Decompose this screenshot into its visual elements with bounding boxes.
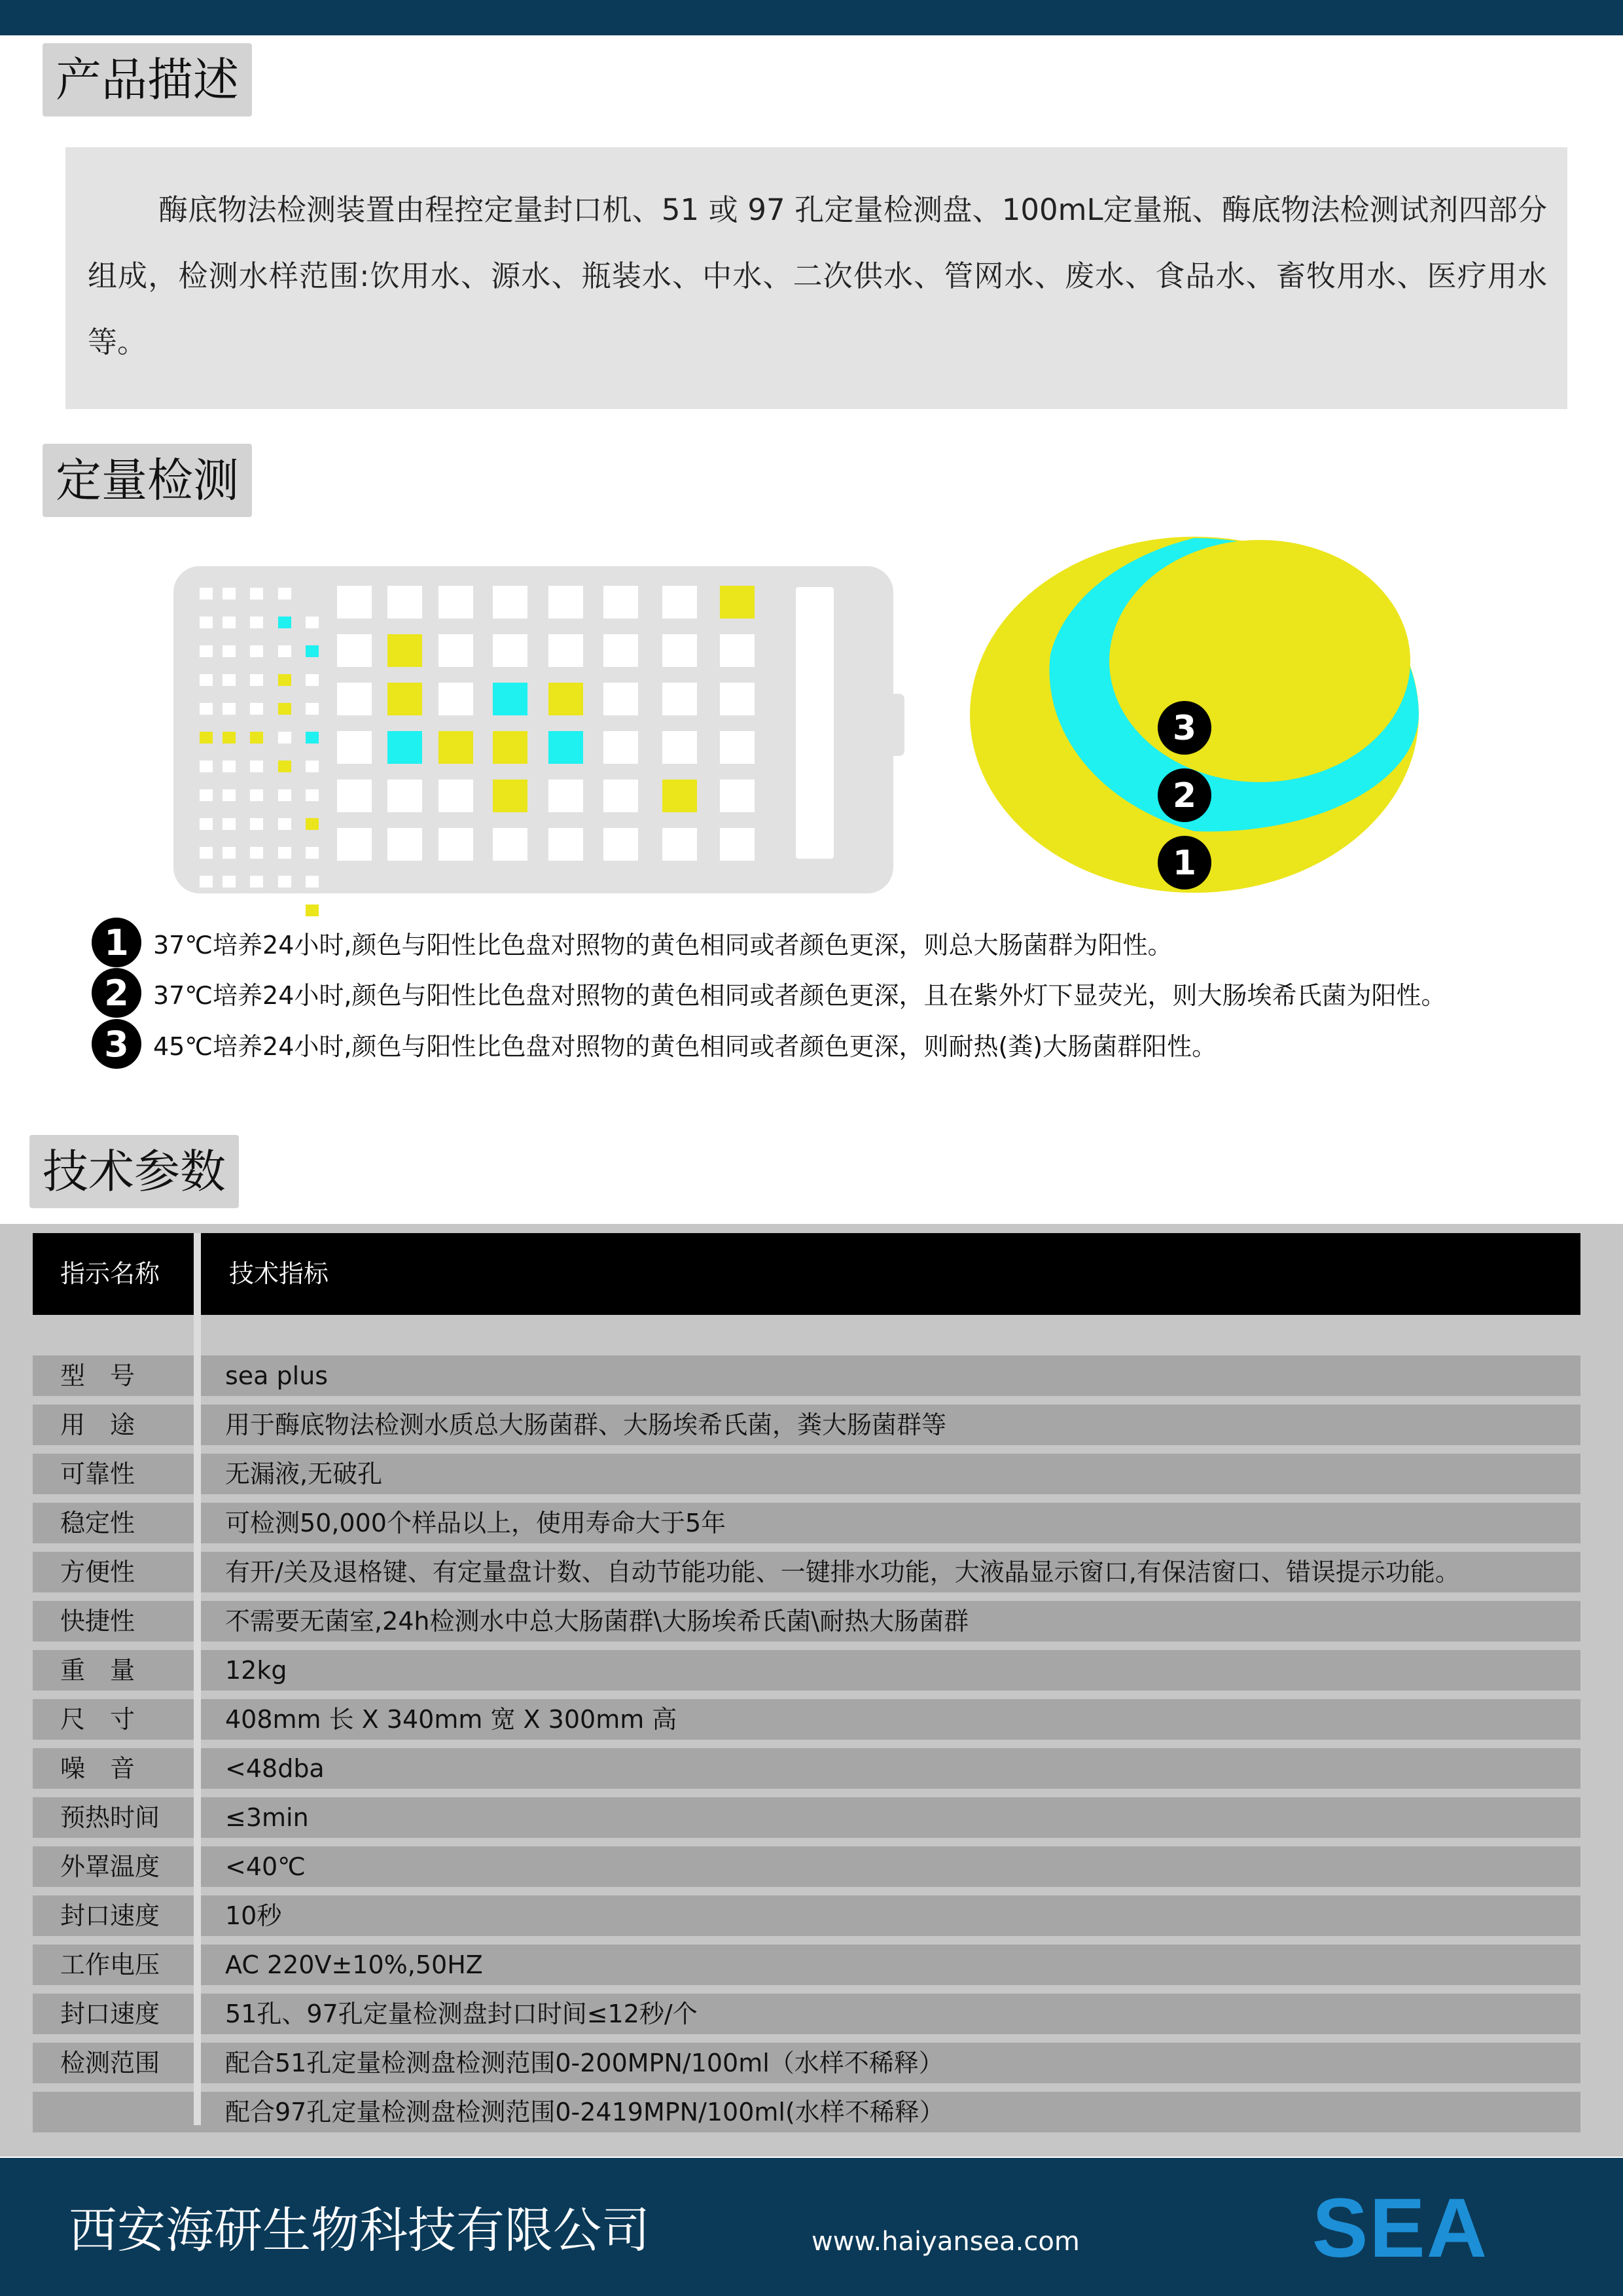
tray-well: [493, 828, 527, 861]
tray-well: [200, 588, 213, 600]
tray-well: [438, 780, 473, 812]
tray-well: [493, 780, 527, 812]
tray-well: [200, 847, 213, 859]
tray-well: [662, 634, 697, 667]
table-header: [33, 1233, 1580, 1315]
tray-well: [306, 674, 319, 686]
quanti-tray-illustration: [173, 566, 893, 893]
tray-well: [278, 645, 291, 657]
tray-well: [720, 780, 755, 812]
row-value: 408mm 长 X 340mm 宽 X 300mm 高: [225, 1705, 677, 1734]
tray-well: [548, 586, 583, 619]
tray-well: [278, 674, 291, 686]
section-title-description: 产品描述: [43, 43, 252, 117]
tray-well: [306, 703, 319, 715]
disc-label-3: 3: [1172, 709, 1197, 748]
tray-well: [223, 588, 236, 600]
tray-well: [438, 586, 473, 619]
tray-well: [337, 828, 372, 861]
tray-well: [603, 634, 638, 667]
row-label: 可靠性: [60, 1460, 135, 1488]
tray-well: [278, 761, 291, 772]
row-value: <48dba: [225, 1754, 325, 1783]
table-row: [33, 1797, 1580, 1838]
tray-well: [223, 732, 236, 744]
tray-well: [223, 645, 236, 657]
table-row: [33, 1503, 1580, 1543]
tray-well: [603, 828, 638, 861]
row-value: 用于酶底物法检测水质总大肠菌群、大肠埃希氏菌，粪大肠菌群等: [225, 1410, 947, 1439]
row-value: 51孔、97孔定量检测盘封口时间≤12秒/个: [225, 2000, 698, 2028]
legend-text-2: 37℃培养24小时,颜色与阳性比色盘对照物的黄色相同或者颜色更深，且在紫外灯下显荧光，则大肠埃希氏菌为阳性。: [153, 980, 1446, 1010]
tray-well: [250, 645, 263, 657]
table-row: [33, 1994, 1580, 2034]
table-row: [33, 1945, 1580, 1985]
tray-well: [250, 905, 263, 916]
tray-well: [548, 683, 583, 715]
tray-well: [662, 780, 697, 812]
tray-well: [493, 731, 527, 764]
tray-well: [250, 674, 263, 686]
tray-well: [278, 847, 291, 859]
number-1-icon: 1: [92, 918, 141, 967]
tray-well: [603, 586, 638, 619]
table-row: [33, 2043, 1580, 2083]
tray-well: [306, 905, 319, 916]
tray-well: [387, 586, 422, 619]
tray-tab: [891, 694, 904, 756]
table-row: [33, 1650, 1580, 1691]
row-label: 尺 寸: [60, 1705, 135, 1734]
tray-well: [337, 683, 372, 715]
table-row: [33, 1552, 1580, 1592]
tray-well: [337, 731, 372, 764]
tray-well: [250, 761, 263, 772]
company-name: 西安海研生物科技有限公司: [69, 2202, 650, 2259]
row-value: 10秒: [225, 1901, 282, 1930]
table-row: [33, 1355, 1580, 1396]
tray-well: [662, 683, 697, 715]
tray-well: [548, 780, 583, 812]
tray-well: [250, 818, 263, 830]
tray-well: [223, 789, 236, 801]
tray-well: [278, 905, 291, 916]
row-value: sea plus: [225, 1361, 329, 1390]
tray-well: [387, 731, 422, 764]
row-label: 封口速度: [60, 1901, 160, 1930]
tray-well: [306, 876, 319, 888]
row-label: 型 号: [60, 1361, 135, 1390]
tray-well: [278, 703, 291, 715]
tray-well: [387, 634, 422, 667]
tray-well: [278, 732, 291, 744]
tray-well: [200, 703, 213, 715]
disc-label-2: 2: [1172, 776, 1197, 816]
tray-well: [278, 617, 291, 628]
tray-well: [306, 732, 319, 744]
tray-well: [306, 645, 319, 657]
row-value: <40℃: [225, 1852, 306, 1881]
tray-well: [720, 683, 755, 715]
tray-well: [200, 789, 213, 801]
tray-well: [200, 876, 213, 888]
row-label: 用 途: [60, 1410, 135, 1439]
table-row: [33, 1601, 1580, 1641]
header-spec: 技术指标: [229, 1259, 329, 1288]
tray-well: [250, 732, 263, 744]
tray-well: [662, 731, 697, 764]
row-label: 预热时间: [60, 1803, 160, 1832]
column-divider: [194, 1233, 201, 2125]
row-label: 稳定性: [60, 1509, 135, 1537]
tray-well: [223, 617, 236, 628]
row-label: 噪 音: [60, 1754, 135, 1783]
tray-well: [337, 780, 372, 812]
tray-well: [662, 828, 697, 861]
sea-logo: SEA: [1312, 2181, 1489, 2275]
tray-well: [493, 586, 527, 619]
row-value: 有开/关及退格键、有定量盘计数、自动节能功能、一键排水功能，大液晶显示窗口,有保洁窗口、错误提示功能。: [225, 1558, 1460, 1587]
tray-well: [306, 818, 319, 830]
tray-well: [603, 683, 638, 715]
tray-well: [223, 703, 236, 715]
tray-well: [662, 586, 697, 619]
top-banner: [0, 0, 1623, 35]
tray-well: [250, 617, 263, 628]
tray-well: [720, 634, 755, 667]
tray-well: [200, 674, 213, 686]
disc-inner-yellow: [1109, 540, 1410, 782]
tray-well: [387, 780, 422, 812]
table-row: [33, 1748, 1580, 1789]
tray-well: [387, 828, 422, 861]
tray-well: [200, 905, 213, 916]
section-title-quant: 定量检测: [43, 444, 252, 517]
tray-well: [720, 828, 755, 861]
legend-text-3: 45℃培养24小时,颜色与阳性比色盘对照物的黄色相同或者颜色更深，则耐热(粪)大肠菌群阳性。: [153, 1031, 1217, 1061]
tray-well: [548, 634, 583, 667]
row-label: 检测范围: [60, 2049, 160, 2077]
row-value: 无漏液,无破孔: [225, 1460, 383, 1488]
table-row: [33, 1846, 1580, 1887]
tray-well: [200, 732, 213, 744]
tray-well: [223, 905, 236, 916]
tray-well: [200, 617, 213, 628]
legend-item-3: [92, 1019, 1217, 1069]
tray-well: [200, 645, 213, 657]
tray-well: [223, 847, 236, 859]
tray-well: [493, 634, 527, 667]
row-label: 封口速度: [60, 2000, 160, 2028]
tray-well: [223, 674, 236, 686]
tray-well: [223, 761, 236, 772]
tray-well: [278, 789, 291, 801]
tray-well: [278, 818, 291, 830]
tray-well: [200, 818, 213, 830]
disc-label-1: 1: [1172, 844, 1197, 883]
tray-well: [548, 731, 583, 764]
tray-well: [603, 731, 638, 764]
number-2-icon: 2: [92, 968, 141, 1018]
tray-well: [278, 876, 291, 888]
section-title-params: 技术参数: [29, 1135, 239, 1208]
tray-well: [306, 617, 319, 628]
table-row: [33, 1405, 1580, 1445]
disc-illustration: [969, 530, 1427, 903]
tray-well: [223, 818, 236, 830]
website-link[interactable]: www.haiyansea.com: [812, 2227, 1080, 2257]
tray-well: [200, 761, 213, 772]
tray-well: [438, 828, 473, 861]
tray-well: [306, 789, 319, 801]
tray-well: [306, 847, 319, 859]
table-row: [33, 1454, 1580, 1494]
row-value: 配合51孔定量检测盘检测范围0-200MPN/100ml（水样不稀释）: [225, 2049, 944, 2077]
tray-well: [548, 828, 583, 861]
legend-item-2: [92, 968, 1446, 1018]
header-name: 指示名称: [60, 1259, 160, 1288]
table-row: [33, 2092, 1580, 2132]
legend-item-1: [92, 918, 1172, 967]
tray-well: [250, 789, 263, 801]
tray-well: [306, 761, 319, 772]
tray-well: [250, 703, 263, 715]
tray-well: [438, 683, 473, 715]
row-label: 快捷性: [60, 1607, 135, 1636]
tray-well: [438, 731, 473, 764]
row-value: 可检测50,000个样品以上，使用寿命大于5年: [225, 1509, 726, 1537]
row-value: 12kg: [225, 1656, 287, 1685]
legend-text-1: 37℃培养24小时,颜色与阳性比色盘对照物的黄色相同或者颜色更深，则总大肠菌群为阳性。: [153, 930, 1173, 960]
row-value: AC 220V±10%,50HZ: [225, 1950, 483, 1979]
tray-well: [720, 731, 755, 764]
tray-slot: [796, 587, 834, 859]
tray-well: [223, 876, 236, 888]
number-3-icon: 3: [92, 1019, 141, 1069]
tray-well: [493, 683, 527, 715]
row-label: 方便性: [60, 1558, 135, 1587]
tray-well: [603, 780, 638, 812]
tray-well: [250, 847, 263, 859]
row-label: 重 量: [60, 1656, 135, 1685]
row-value: 配合97孔定量检测盘检测范围0-2419MPN/100ml(水样不稀释）: [225, 2098, 944, 2126]
row-value: ≤3min: [225, 1803, 309, 1832]
tray-well: [278, 588, 291, 600]
table-row: [33, 1699, 1580, 1740]
tray-well: [337, 586, 372, 619]
tray-well: [387, 683, 422, 715]
row-value: 不需要无菌室,24h检测水中总大肠菌群\大肠埃希氏菌\耐热大肠菌群: [225, 1607, 969, 1636]
tray-well: [720, 586, 755, 619]
tray-well: [438, 634, 473, 667]
description-text: 酶底物法检测装置由程控定量封口机、51 或 97 孔定量检测盘、100mL定量瓶、酶底物法检测试剂四部分组成，检测水样范围:饮用水、源水、瓶装水、中水、二次供水、管网水、废水、食品水、畜牧用水、医疗用水等。: [88, 192, 1547, 359]
table-row: [33, 1895, 1580, 1936]
tray-well: [337, 634, 372, 667]
row-label: 外罩温度: [60, 1852, 160, 1881]
tray-well: [250, 588, 263, 600]
row-label: 工作电压: [60, 1950, 160, 1979]
tray-well: [250, 876, 263, 888]
